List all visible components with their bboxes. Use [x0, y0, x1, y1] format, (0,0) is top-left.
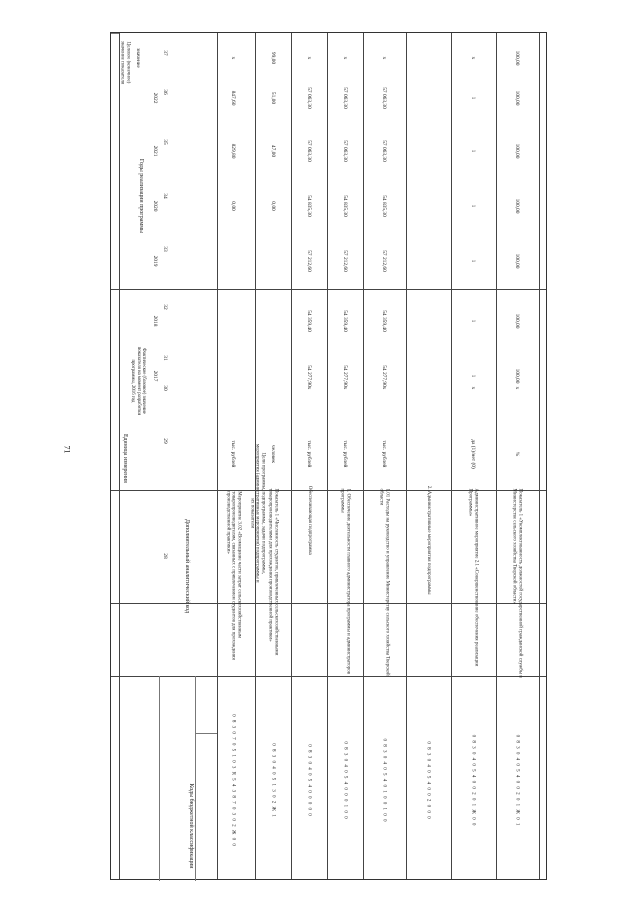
row-year-value: 57 063,30 — [381, 87, 387, 109]
row-unit: да (1)/нет (0) — [470, 439, 476, 469]
row-year-value: 1 — [470, 204, 476, 208]
row-base-value: х — [381, 386, 387, 390]
row-year-value: 51,00 — [270, 91, 276, 105]
row-target-value: х — [470, 56, 476, 60]
budget-codes-header: Коды бюджетной классификации — [188, 783, 194, 869]
col-number: 31 — [162, 355, 168, 361]
row-year-value: 54 359,40 — [342, 310, 348, 332]
row-year-value: 57 063,30 — [342, 140, 348, 162]
year-2021: 2021 — [152, 145, 158, 157]
row-year-value: 57 063,30 — [306, 140, 312, 162]
row-unit: тыс. рублей — [306, 440, 312, 468]
row-year-value: 1 — [470, 374, 476, 378]
row-year-value: 100,00 — [514, 90, 520, 106]
row-year-value: 829,80 — [230, 143, 236, 159]
row-target-value: х — [342, 56, 348, 60]
col-number: 36 — [162, 89, 168, 95]
row-unit: тыс. рублей — [381, 440, 387, 468]
year-2017: 2017 — [152, 370, 158, 382]
col-number: 35 — [162, 139, 168, 145]
row-code: 0 8 3 0 4 0 5 4 0 1 0 0 1 0 0 — [381, 738, 387, 823]
row-year-value: 0,00 — [270, 201, 276, 211]
row-description: Мероприятие 3.02 «Возмещение части затрат сельскохозяйственным товаропроизводителям, связанных с привлечением студентов для прохождения производственной практики» — [225, 491, 242, 660]
year-2022: 2022 — [152, 92, 158, 104]
row-year-value: 54 835,30 — [306, 195, 312, 217]
row-target-value: х — [306, 56, 312, 60]
row-year-value: 54 277,90 — [381, 365, 387, 387]
col-number: 37 — [162, 50, 168, 56]
years-header: Годы реализации программы — [138, 158, 144, 234]
row-code: 0 8 3 0 7 0 5 1 0 3 R 5 4 3 8 7 0 3 0 2 Ж 0 0 — [230, 714, 236, 847]
row-year-value: 100,00 — [514, 313, 520, 329]
row-code: 0 8 3 0 4 0 5 4 0 0 2 0 1 Ж 0 1 — [514, 734, 520, 827]
row-description: 1. Обеспечение деятельности главного администратора программы и администраторов программы — [340, 488, 351, 674]
row-code: 0 8 3 0 4 0 5 4 0 0 2 0 0 0 — [425, 741, 431, 820]
row-year-value: 847,60 — [230, 90, 236, 106]
row-year-value: 0,00 — [230, 201, 236, 211]
row-code: 0 8 3 0 4 0 5 1 3 0 2 Ж 1 — [270, 743, 276, 818]
row-unit: тыс. рублей — [230, 440, 236, 468]
row-base-value: х — [470, 386, 476, 390]
row-year-value: 1 — [470, 149, 476, 153]
row-year-value: 1 — [470, 259, 476, 263]
row-unit: тыс. рублей — [342, 440, 348, 468]
row-year-value: 100,00 — [514, 143, 520, 159]
row-unit: человек — [270, 444, 276, 463]
program-goals-header: Цели программы, подпрограммы, задачи подпрограммы, мероприятия (административные мероприятия) подпрограммы и их показатели — [249, 443, 266, 583]
row-target-value: х — [381, 56, 387, 60]
row-year-value: 54 835,30 — [381, 195, 387, 217]
row-year-value: 1 — [470, 96, 476, 100]
row-year-value: 100,00 — [514, 368, 520, 384]
row-base-value: х — [514, 386, 520, 390]
additional-code-header: Дополнительный аналитический код — [184, 518, 190, 614]
row-year-value: 57 063,30 — [342, 87, 348, 109]
row-year-value: 57 212,60 — [306, 250, 312, 272]
row-description: Административное мероприятие 2.1 «Совершенствование обеспечения реализации Программы» — [468, 488, 479, 667]
row-year-value: 54 359,40 — [306, 310, 312, 332]
col-number: 32 — [162, 304, 168, 310]
row-year-value: 54 277,90 — [342, 365, 348, 387]
col-number: 34 — [162, 193, 168, 199]
year-2019: 2019 — [152, 255, 158, 267]
row-code: 0 8 3 0 4 0 5 4 0 0 0 0 0 — [306, 744, 312, 817]
col-number: 29 — [162, 438, 168, 444]
row-target-value: 99,00 — [270, 51, 276, 65]
row-base-value: х — [306, 386, 312, 390]
col-number: 33 — [162, 246, 168, 252]
row-year-value: 100,00 — [514, 253, 520, 269]
row-year-value: 54 835,30 — [342, 195, 348, 217]
col-number: 30 — [162, 385, 168, 391]
row-description: 1.01 Расходы на руководство и управление Министерству сельского хозяйства Тверской области — [379, 488, 390, 676]
row-unit: % — [514, 451, 520, 457]
target-value-header: Целевое (конечное) значение показателя — [120, 40, 131, 85]
base-value-header: Фактическое (базовое) значение показателя на момент разработки программы, 2016 год — [130, 346, 146, 416]
row-year-value: 57 063,30 — [306, 87, 312, 109]
row-year-value: 47,00 — [270, 144, 276, 158]
row-year-value: 54 359,40 — [381, 310, 387, 332]
unit-header: Единица измерения — [122, 434, 128, 483]
row-description: 2. Административные мероприятия подпрограммы — [425, 485, 431, 595]
row-target-value: 100,00 — [514, 50, 520, 66]
row-year-value: 1 — [470, 319, 476, 323]
row-description: Показатель 1 «Численность студентов, привлеченных сельскохозяйственными товаропроизводителями для прохождения производственной практики» — [268, 488, 279, 656]
year-2018: 2018 — [152, 315, 158, 327]
row-year-value: 57 063,30 — [381, 140, 387, 162]
row-year-value: 57 212,60 — [381, 250, 387, 272]
row-year-value: 100,00 — [514, 198, 520, 214]
target-subtitle: значение — [135, 48, 141, 68]
row-year-value: 54 277,90 — [306, 365, 312, 387]
row-target-value: х — [230, 56, 236, 60]
col-number: 28 — [162, 553, 168, 559]
row-code: 0 8 3 0 4 0 5 4 0 0 2 0 1 Ж 0 0 — [470, 734, 476, 827]
row-year-value: 57 212,60 — [342, 250, 348, 272]
row-description: Обеспечивающая подпрограмма — [306, 485, 312, 555]
page-number: 71 — [62, 445, 72, 454]
row-base-value: х — [342, 386, 348, 390]
row-code: 0 8 3 0 4 0 5 4 0 0 0 1 0 0 — [342, 741, 348, 820]
year-2020: 2020 — [152, 200, 158, 212]
program-table — [110, 32, 547, 880]
row-description: Показатель 1 «Укомплектованность должностей государственной гражданской службы в Министерстве сельского хозяйства Тверской области» — [512, 488, 523, 678]
